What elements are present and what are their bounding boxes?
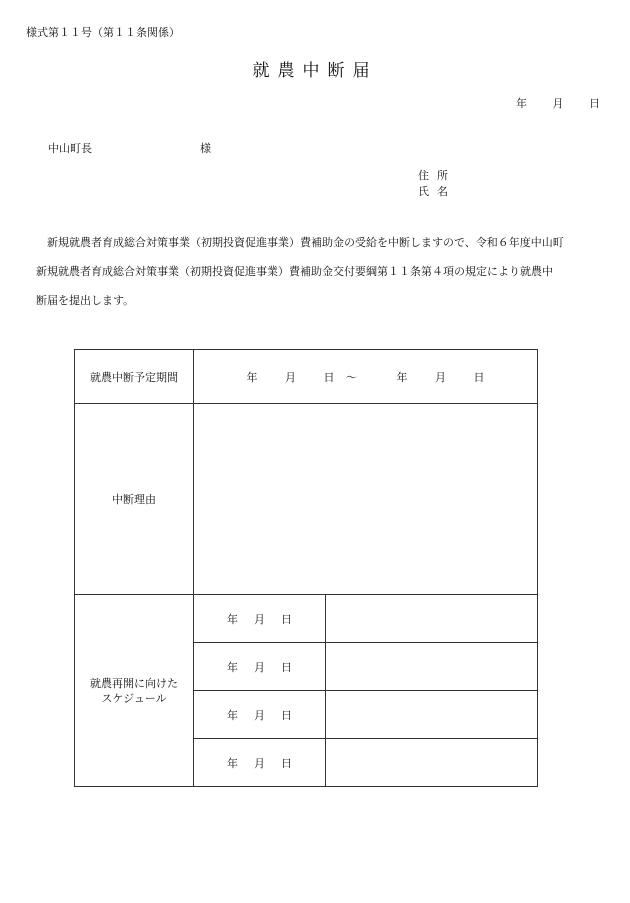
date-month-label: 月 [552, 97, 564, 110]
schedule-detail-3[interactable] [326, 691, 538, 739]
schedule-date-4[interactable]: 年 月 日 [194, 739, 326, 787]
name-label: 氏 名 [418, 185, 448, 198]
schedule-detail-2[interactable] [326, 643, 538, 691]
body-line-2: 新規就農者育成総合対策事業（初期投資促進事業）費補助金交付要綱第１１条第４項の規定により就農中 [36, 265, 553, 278]
schedule-label: 就農再開に向けた スケジュール [75, 595, 194, 787]
date-day-label: 日 [589, 97, 600, 110]
document-title: 就農中断届 [252, 61, 378, 81]
schedule-detail-4[interactable] [326, 739, 538, 787]
date-year-label: 年 [516, 97, 527, 110]
form-number: 様式第１１号（第１１条関係） [26, 26, 180, 39]
addressee-name: 中山町長 [48, 142, 92, 155]
schedule-detail-1[interactable] [326, 595, 538, 643]
period-label: 就農中断予定期間 [75, 350, 194, 404]
suspension-form-table [74, 349, 538, 787]
period-field[interactable]: 年 月 日 ～ 年 月 日 [194, 350, 538, 404]
tilde-separator: ～ [346, 370, 357, 384]
body-text [36, 228, 606, 315]
addressee [48, 140, 211, 156]
schedule-date-3[interactable]: 年 月 日 [194, 691, 326, 739]
addressee-honorific: 様 [200, 142, 211, 155]
address-label: 住 所 [418, 169, 448, 182]
submission-date [516, 95, 600, 111]
applicant-block [418, 168, 456, 200]
reason-label: 中断理由 [75, 404, 194, 595]
schedule-date-2[interactable]: 年 月 日 [194, 643, 326, 691]
schedule-date-1[interactable]: 年 月 日 [194, 595, 326, 643]
body-line-3: 断届を提出します。 [36, 294, 135, 307]
reason-field[interactable] [194, 404, 538, 595]
body-line-1: 新規就農者育成総合対策事業（初期投資促進事業）費補助金の受給を中断しますので、令和６年度中山町 [47, 236, 564, 249]
